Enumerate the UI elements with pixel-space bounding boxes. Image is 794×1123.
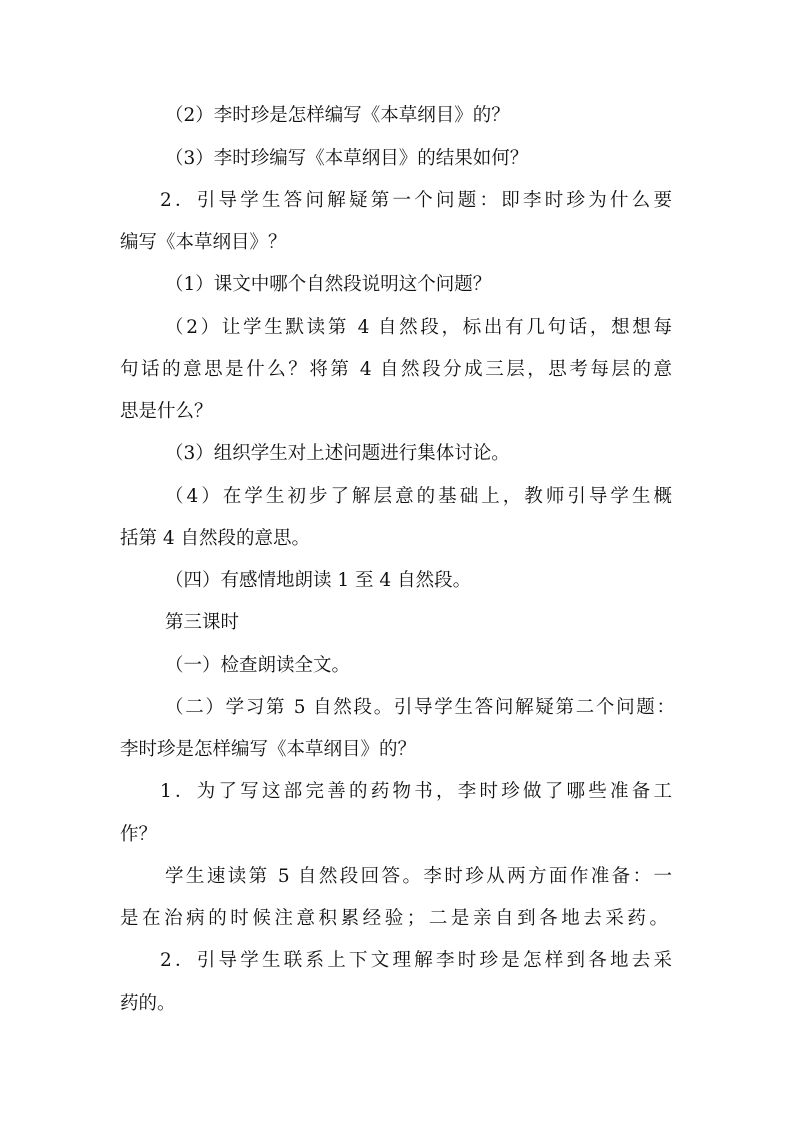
paragraph-line: （3）李时珍编写《本草纲目》的结果如何？ <box>165 148 529 169</box>
paragraph-line: 句话的意思是什么？将第 4 自然段分成三层，思考每层的意 <box>120 359 672 380</box>
paragraph-line: 作？ <box>120 824 158 845</box>
section-heading: 第三课时 <box>165 612 240 633</box>
paragraph-line: （二）学习第 5 自然段。引导学生答问解疑第二个问题： <box>165 697 675 718</box>
paragraph-line: （3）组织学生对上述问题进行集体讨论。 <box>165 443 510 464</box>
paragraph-line: 李时珍是怎样编写《本草纲目》的？ <box>120 739 417 760</box>
paragraph-line: 编写《本草纲目》？ <box>120 232 287 253</box>
paragraph-line: （2）李时珍是怎样编写《本草纲目》的？ <box>165 105 510 126</box>
paragraph-line: （2）让学生默读第 4 自然段，标出有几句话，想想每 <box>165 317 672 338</box>
paragraph-line: 括第 4 自然段的意思。 <box>120 528 311 549</box>
paragraph-line: 药的。 <box>120 993 176 1014</box>
paragraph-line: 思是什么？ <box>120 401 213 422</box>
paragraph-line: 是在治病的时候注意积累经验；二是亲自到各地去采药。 <box>120 908 668 929</box>
paragraph-line: （一）检查朗读全文。 <box>165 655 351 676</box>
paragraph-line: 1．为了写这部完善的药物书，李时珍做了哪些准备工 <box>160 781 672 802</box>
paragraph-line: （4）在学生初步了解层意的基础上，教师引导学生概 <box>165 486 672 507</box>
paragraph-line: 2．引导学生联系上下文理解李时珍是怎样到各地去采 <box>160 950 672 971</box>
paragraph-line: （四）有感情地朗读 1 至 4 自然段。 <box>165 570 472 591</box>
paragraph-line: （1）课文中哪个自然段说明这个问题？ <box>165 274 492 295</box>
paragraph-line: 学生速读第 5 自然段回答。李时珍从两方面作准备：一 <box>165 866 672 887</box>
paragraph-line: 2．引导学生答问解疑第一个问题：即李时珍为什么要 <box>160 190 672 211</box>
